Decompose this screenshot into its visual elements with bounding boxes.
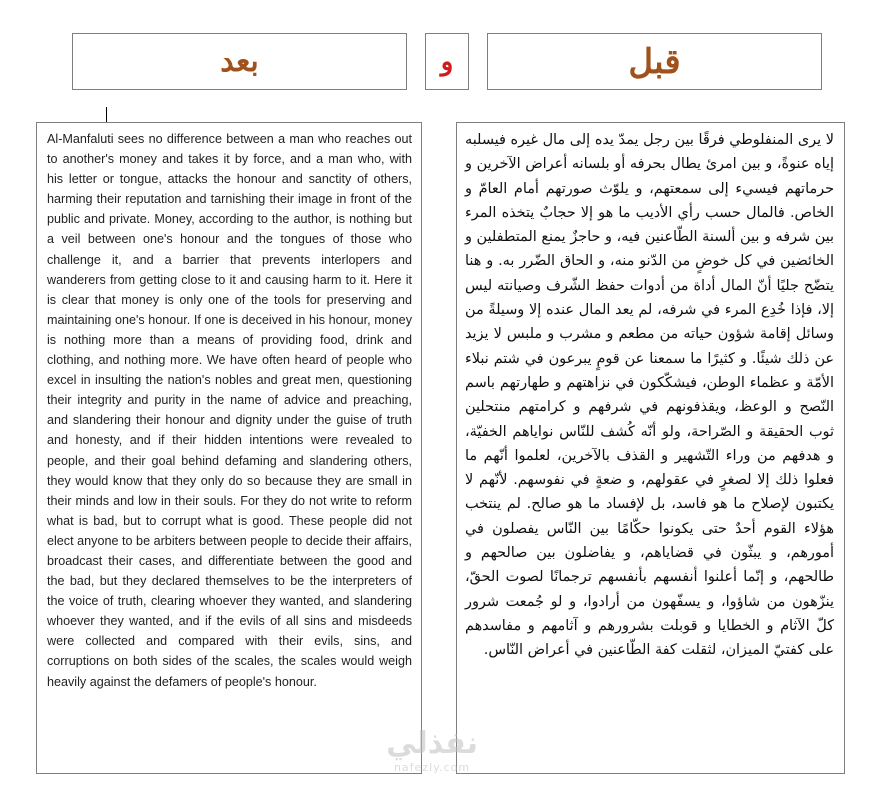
- before-heading: قبل: [628, 41, 681, 82]
- after-heading: بعد: [220, 44, 259, 79]
- english-text-panel[interactable]: [36, 122, 422, 774]
- before-heading-box: [487, 33, 822, 90]
- arabic-text-panel[interactable]: [456, 122, 845, 774]
- arabic-paragraph[interactable]: لا يرى المنفلوطي فرقًا بين رجل يمدّ يده إلى مال غيره فيسلبه إياه عنوةً، و بين امرئ يطال بحرفه أو بلسانه أعراض الآخرين و حرماتهم فيسيء إلى سمعتهم، و يلوّث صورتهم أمام العامّ و الخاص. فالمال حسب رأي الأديب ما هو إلا حجابٌ يتخذه المرء بين شرفه و بين ألسنة الطّاعنين فيه، و حاجزٌ يمنع المتطفلين و الخائضين في كل خوضٍ من الدّنو منه، و الحاق الضّرر به. و هنا يتضّح جليًا أنّ المال أداة من أدوات حفظ الشّرف وصيانته ليس إلا، فإذا خُدِع المرء في شرفه، لم يعد المال عنده إلا وسيلةً من وسائل إقامة شؤون حياته من مطعم و مشرب و ملبس لا يزيد عن ذلك شيئًا. و كثيرًا ما سمعنا عن قومٍ يبرعون في شتم نبلاء الأمّة و عظماء الوطن، فيشكّكون في نزاهتهم و طهارتهم باسم النّصح و الوعظ، ويقذفونهم في شرفهم و كرامتهم منتحلين ثوب الحقيقة و الصّراحة، ولو أنّه كُشف للنّاس نواياهم الخفيّة، و هدفهم من وراء التّشهير و القذف بالآخرين، لعلموا أنّهم ما فعلوا ذلك إلا لصغرٍ في عقولهم، و ضعةٍ في نفوسهم. لأنّهم لا يكتبون لإصلاح ما هو فاسد، بل لإفساد ما هو صالح. لم ينتخب هؤلاء القوم أحدٌ حتى يكونوا حكّامًا بين النّاس يفصلون في أمورهم، و يبثّون في قضاياهم، و يفاضلون بين صالحهم و طالحهم، و إنّما أعلنوا أنفسهم بأنفسهم ترجمانًا لصوت الحقّ، ينزّهون من شاؤوا، و يسفّهون من أرادوا، و لو جُمعت شرور كلّ الآثام و الخطايا و قوبلت بشرورهم و آثامهم و مفاسدهم على كفتيّ الميزان، لثقلت كفة الطّاعنين في أعراض النّاس.: [465, 132, 834, 659]
- english-paragraph[interactable]: Al-Manfaluti sees no difference between a man who reaches out to another's money and takes it by force, and a man who, with his letter or tongue, attacks the honour and sanctity of others, harming their reputation and tarnishing their image in front of the public and private. Money, according to the author, is nothing but a veil between one's honour and the tongues of those who challenge it, and a barrier that prevents interlopers and wanderers from getting close to it and causing harm to it. Here it is clear that money is only one of the tools for preserving and maintaining one's honour. If one is deceived in his honour, money is nothing more than a means of providing food, drink and clothing, and nothing more. We have often heard of people who excel in insulting the nation's nobles and great men, questioning their integrity and purity in the name of advice and preaching, and slandering their honour and dignity under the guise of truth and honesty, and if their hidden intentions were revealed to people, and their goal behind defaming and slandering others, they would know that they only do so because they are small in their minds and low in their souls. For they do not write to reform what is bad, but to corrupt what is good. These people did not elect anyone to be arbiters between people to decide their affairs, broadcast their cases, and differentiate between the good and the bad, but they declared themselves to be the interpreters of the voice of truth, clearing whoever they wanted, and slandering whoever they wanted, and if the evils of all sins and misdeeds were collected and compared with their evils, sins, and corruptions on both sides of the scales, the scales would weigh heavily against the defamers of people's honour.: [47, 132, 412, 689]
- text-cursor: [106, 107, 107, 122]
- after-heading-box: [72, 33, 407, 90]
- and-heading-box: [425, 33, 469, 90]
- and-heading: و: [440, 46, 454, 77]
- watermark-logo-text: نفذلي: [386, 726, 478, 761]
- watermark-url: nafezly.com: [393, 761, 471, 774]
